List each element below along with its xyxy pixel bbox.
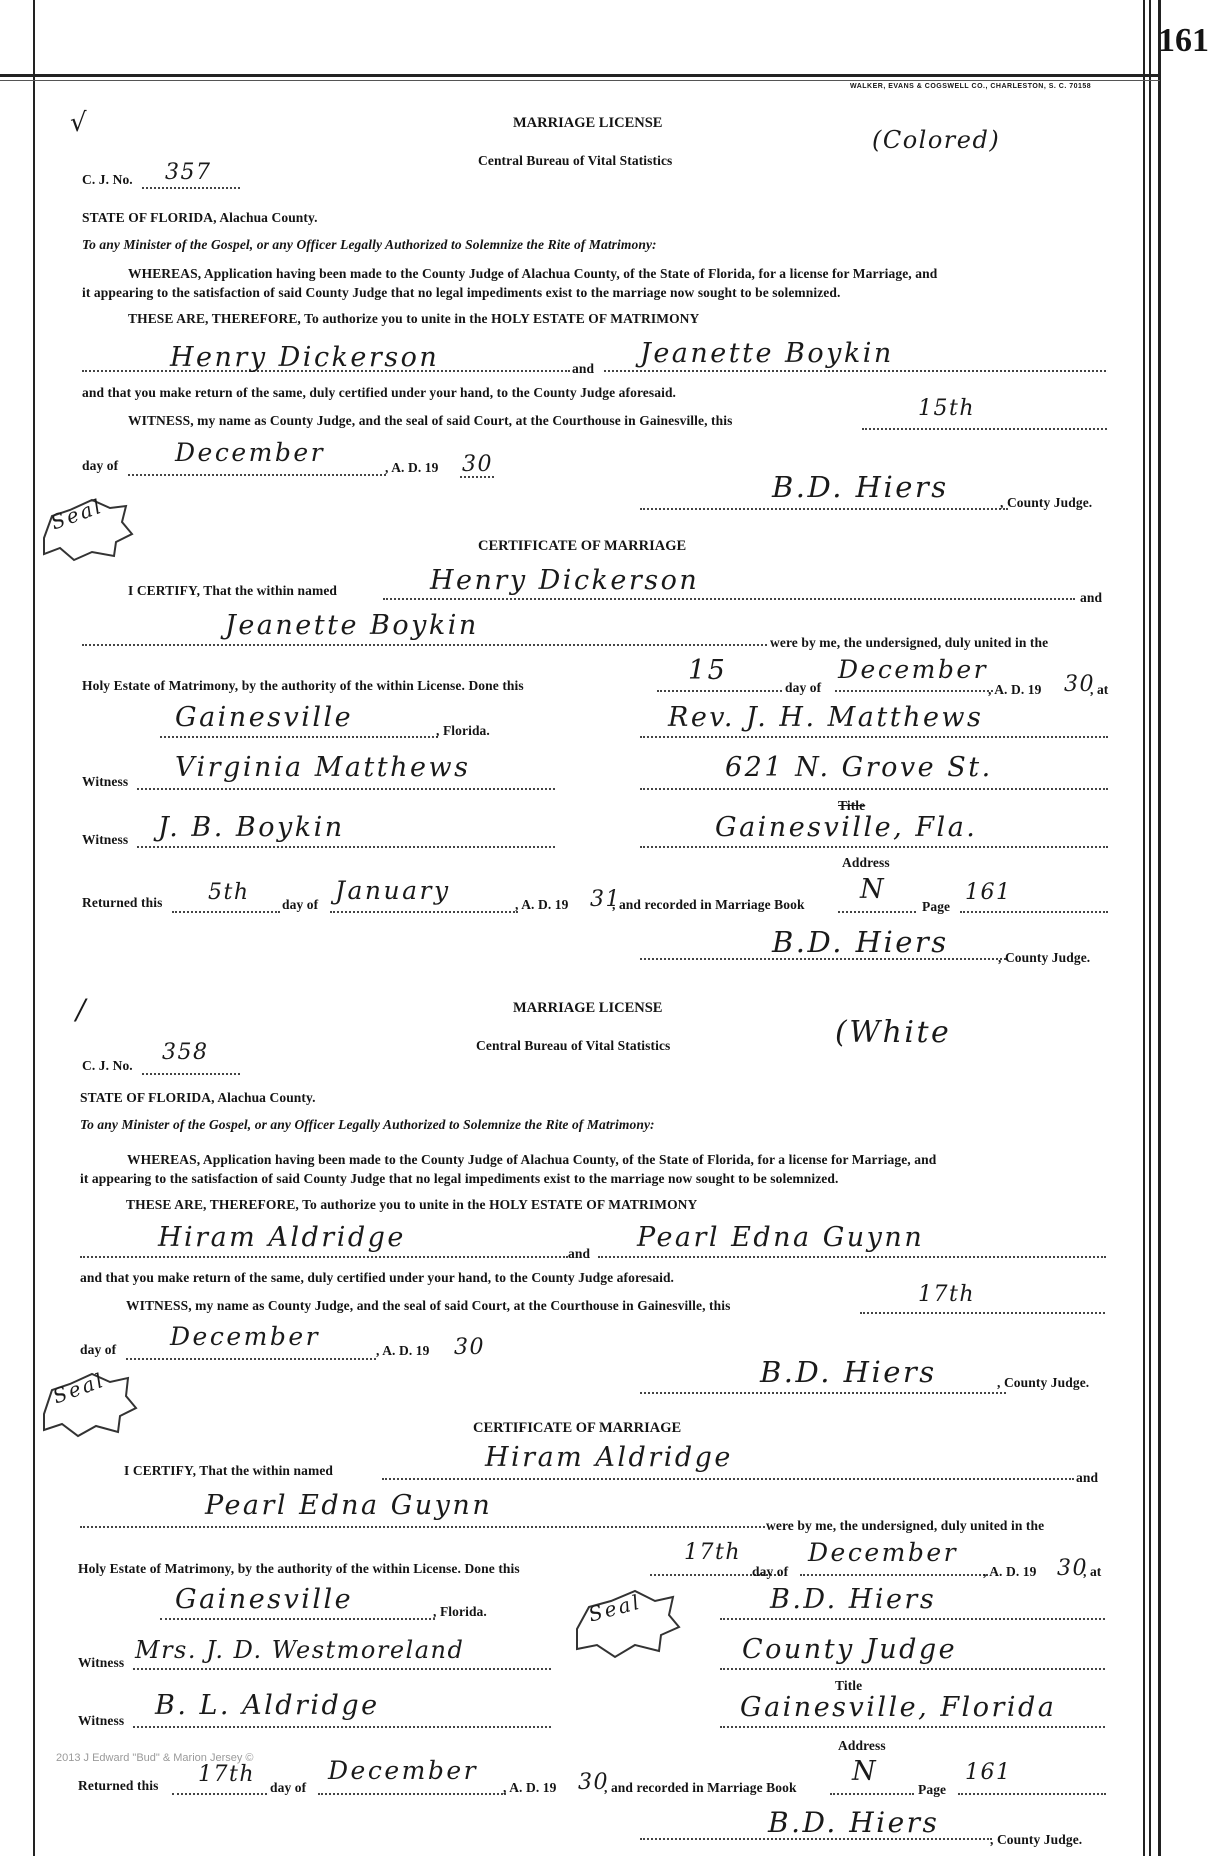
year-suffix: 30 xyxy=(462,452,493,477)
certify-label: I CERTIFY, That the within named xyxy=(128,583,338,598)
these-are-line-2: THESE ARE, THEREFORE, To authorize you to unite in the HOLY ESTATE OF MATRIMONY xyxy=(126,1197,698,1212)
witness-line: WITNESS, my name as County Judge, and the seal of said Court, at the Courthouse in Gainesville, this xyxy=(128,413,733,428)
bureau-label: Central Bureau of Vital Statistics xyxy=(478,153,673,168)
address-label: Address xyxy=(842,855,890,870)
witness2-name: J. B. Boykin xyxy=(158,812,345,843)
book-value-2: N xyxy=(852,1756,879,1787)
state-line-2: STATE OF FLORIDA, Alachua County. xyxy=(80,1090,316,1105)
returned-year-2: 30 xyxy=(578,1770,609,1795)
cj-label: C. J. No. xyxy=(82,172,133,187)
place-value-2: Gainesville xyxy=(175,1584,354,1615)
cert-bride-name: Jeanette Boykin xyxy=(225,610,479,641)
cert-and-label-2: and xyxy=(1076,1470,1099,1485)
whereas-line-2: it appearing to the satisfaction of said County Judge that no legal impediments exist to the marriage now sought to be solemnized. xyxy=(82,285,841,300)
cert-county-judge-label-2: , County Judge. xyxy=(990,1832,1083,1847)
judge-signature: B.D. Hiers xyxy=(772,470,949,504)
officiant-addr2: Gainesville, Fla. xyxy=(715,812,978,843)
day-number-2: 17th xyxy=(918,1282,976,1307)
cert-ad-label-2: , A. D. 19 xyxy=(983,1564,1037,1579)
witness-label-3: Witness xyxy=(78,1655,125,1670)
cert-year-suffix: 30 xyxy=(1064,672,1095,697)
holy-estate-line-2: Holy Estate of Matrimony, by the authority of the within License. Done this xyxy=(78,1561,520,1576)
recorded-label-2: , and recorded in Marriage Book xyxy=(604,1780,797,1795)
license-title: MARRIAGE LICENSE xyxy=(513,115,663,131)
cert-judge-signature-2: B.D. Hiers xyxy=(768,1806,940,1839)
witness1-name: Virginia Matthews xyxy=(175,752,471,783)
book-page-value: 161 xyxy=(965,880,1012,905)
cert-day-of-label: day of xyxy=(785,680,822,695)
cert-bride-name-2: Pearl Edna Guynn xyxy=(205,1490,493,1521)
cj-number: 357 xyxy=(165,160,212,185)
and-label-2: and xyxy=(568,1246,591,1261)
cert-month: December xyxy=(838,655,989,684)
florida-label-2: , Florida. xyxy=(433,1604,487,1619)
state-line: STATE OF FLORIDA, Alachua County. xyxy=(82,210,318,225)
day-number-line xyxy=(862,410,1107,430)
cert-year-suffix-2: 30 xyxy=(1057,1556,1088,1581)
cert-month-2: December xyxy=(808,1538,959,1567)
return-line: and that you make return of the same, duly certified under your hand, to the County Judge aforesaid. xyxy=(82,385,677,400)
and-label: and xyxy=(572,361,595,376)
day-of-label-2: day of xyxy=(80,1342,117,1357)
returned-ad-label: , A. D. 19 xyxy=(515,897,569,912)
groom-name: Henry Dickerson xyxy=(170,342,440,373)
witness-label-1: Witness xyxy=(82,774,129,789)
certify-label-2: I CERTIFY, That the within named xyxy=(124,1463,334,1478)
ad-label-2: , A. D. 19 xyxy=(376,1343,430,1358)
bride-name: Jeanette Boykin xyxy=(640,338,894,369)
to-any-minister-2: To any Minister of the Gospel, or any Officer Legally Authorized to Solemnize the Rite of Matrimony: xyxy=(80,1117,655,1132)
to-any-minister: To any Minister of the Gospel, or any Officer Legally Authorized to Solemnize the Rite of Matrimony: xyxy=(82,237,657,252)
returned-label: Returned this xyxy=(82,895,163,910)
cj-number-2: 358 xyxy=(162,1040,209,1065)
month-value-2: December xyxy=(170,1322,321,1351)
witness1-name-2: Mrs. J. D. Westmoreland xyxy=(135,1636,465,1664)
county-judge-label: , County Judge. xyxy=(1000,495,1093,510)
bride-name-2: Pearl Edna Guynn xyxy=(637,1222,925,1253)
recorded-label: , and recorded in Marriage Book xyxy=(612,897,805,912)
return-line-2: and that you make return of the same, duly certified under your hand, to the County Judge aforesaid. xyxy=(80,1270,675,1285)
year-line xyxy=(460,458,494,478)
certificate-title: CERTIFICATE OF MARRIAGE xyxy=(478,538,687,554)
judge-signature-2: B.D. Hiers xyxy=(760,1355,937,1389)
bureau-label-2: Central Bureau of Vital Statistics xyxy=(476,1038,671,1053)
right-border-line-3 xyxy=(1158,0,1161,1856)
whereas-line-1-2: WHEREAS, Application having been made to the County Judge of Alachua County, of the State of Florida, for a license for Marriage, and xyxy=(127,1152,937,1167)
holy-estate-line: Holy Estate of Matrimony, by the authority of the within License. Done this xyxy=(82,678,524,693)
right-border-line-1 xyxy=(1143,0,1145,1856)
whereas-line-1: WHEREAS, Application having been made to the County Judge of Alachua County, of the State of Florida, for a license for Marriage, and xyxy=(128,266,938,281)
county-judge-label-2: , County Judge. xyxy=(997,1375,1090,1390)
were-by-me-2: were by me, the undersigned, duly united in the xyxy=(766,1518,1045,1533)
race-note: (Colored) xyxy=(872,126,1001,154)
day-number-line-2 xyxy=(860,1294,1105,1314)
page-label: Page xyxy=(922,899,951,914)
groom-name-2: Hiram Aldridge xyxy=(158,1222,406,1253)
certificate-title-2: CERTIFICATE OF MARRIAGE xyxy=(473,1420,682,1436)
license-title-2: MARRIAGE LICENSE xyxy=(513,1000,663,1016)
seal-label-2: Seal xyxy=(49,1367,109,1409)
done-day: 15 xyxy=(688,655,728,686)
done-day-2: 17th xyxy=(684,1540,742,1565)
returned-day: 5th xyxy=(208,880,250,905)
witness2-name-2: B. L. Aldridge xyxy=(155,1690,380,1721)
address-label-2: Address xyxy=(838,1738,886,1753)
returned-month: January xyxy=(335,876,451,905)
cj-label-2: C. J. No. xyxy=(82,1058,133,1073)
these-are-line: THESE ARE, THEREFORE, To authorize you to unite in the HOLY ESTATE OF MATRIMONY xyxy=(128,311,700,326)
were-by-me: were by me, the undersigned, duly united in the xyxy=(770,635,1049,650)
cert-and-label: and xyxy=(1080,590,1103,605)
cert-county-judge-label: , County Judge. xyxy=(998,950,1091,965)
florida-label: , Florida. xyxy=(436,723,490,738)
top-rule xyxy=(0,74,1160,77)
book-value: N xyxy=(860,874,887,905)
cert-groom-name-2: Hiram Aldridge xyxy=(485,1442,733,1473)
title-label: Title xyxy=(838,798,866,813)
returned-year: 31 xyxy=(590,887,621,912)
race-note-2: (White xyxy=(835,1015,952,1050)
cert-ad-label: , A. D. 19 xyxy=(988,682,1042,697)
returned-day-2: 17th xyxy=(198,1762,256,1787)
ad-label: , A. D. 19 xyxy=(385,460,439,475)
left-border-line xyxy=(33,0,35,1856)
printer-imprint: WALKER, EVANS & COGSWELL CO., CHARLESTON, S. C. 70158 xyxy=(850,83,1092,90)
officiant-addr1: 621 N. Grove St. xyxy=(725,752,993,783)
officiant-name: Rev. J. H. Matthews xyxy=(668,702,984,733)
cert-at-label-2: , at xyxy=(1083,1564,1102,1579)
month-value: December xyxy=(175,438,326,467)
place-value: Gainesville xyxy=(175,702,354,733)
witness-label-2: Witness xyxy=(82,832,129,847)
seal-label-3: Seal xyxy=(585,1589,645,1627)
returned-ad-label-2: , A. D. 19 xyxy=(503,1780,557,1795)
witness-label-4: Witness xyxy=(78,1713,125,1728)
check-mark-2: / xyxy=(76,993,88,1026)
officiant-addr2-2: Gainesville, Florida xyxy=(740,1692,1057,1723)
returned-label-2: Returned this xyxy=(78,1778,159,1793)
page-label-2: Page xyxy=(918,1782,947,1797)
page-number: 161 xyxy=(1158,22,1209,59)
right-border-line-2 xyxy=(1149,0,1151,1856)
returned-day-of-label-2: day of xyxy=(270,1780,307,1795)
returned-day-of-label: day of xyxy=(282,897,319,912)
cert-judge-signature: B.D. Hiers xyxy=(772,925,949,959)
cert-groom-name: Henry Dickerson xyxy=(430,565,700,596)
returned-month-2: December xyxy=(328,1756,479,1785)
year-suffix-2: 30 xyxy=(454,1335,485,1360)
witness-line-2: WITNESS, my name as County Judge, and the seal of said Court, at the Courthouse in Gainesville, this xyxy=(126,1298,731,1313)
check-mark: √ xyxy=(70,108,90,138)
book-page-value-2: 161 xyxy=(965,1760,1012,1785)
copyright-watermark: 2013 J Edward "Bud" & Marion Jersey © xyxy=(56,1752,254,1764)
title-label-2: Title xyxy=(835,1678,863,1693)
cert-day-of-label-2: day of xyxy=(752,1564,789,1579)
day-of-label: day of xyxy=(82,458,119,473)
day-number: 15th xyxy=(918,396,976,421)
whereas-line-2-2: it appearing to the satisfaction of said County Judge that no legal impediments exist to the marriage now sought to be solemnized. xyxy=(80,1171,839,1186)
officiant-addr1-2: County Judge xyxy=(742,1634,958,1665)
top-rule-2 xyxy=(0,80,1160,81)
seal-label: Seal xyxy=(47,493,107,535)
cert-at-label: , at xyxy=(1090,682,1109,697)
officiant-name-2: B.D. Hiers xyxy=(770,1584,937,1615)
